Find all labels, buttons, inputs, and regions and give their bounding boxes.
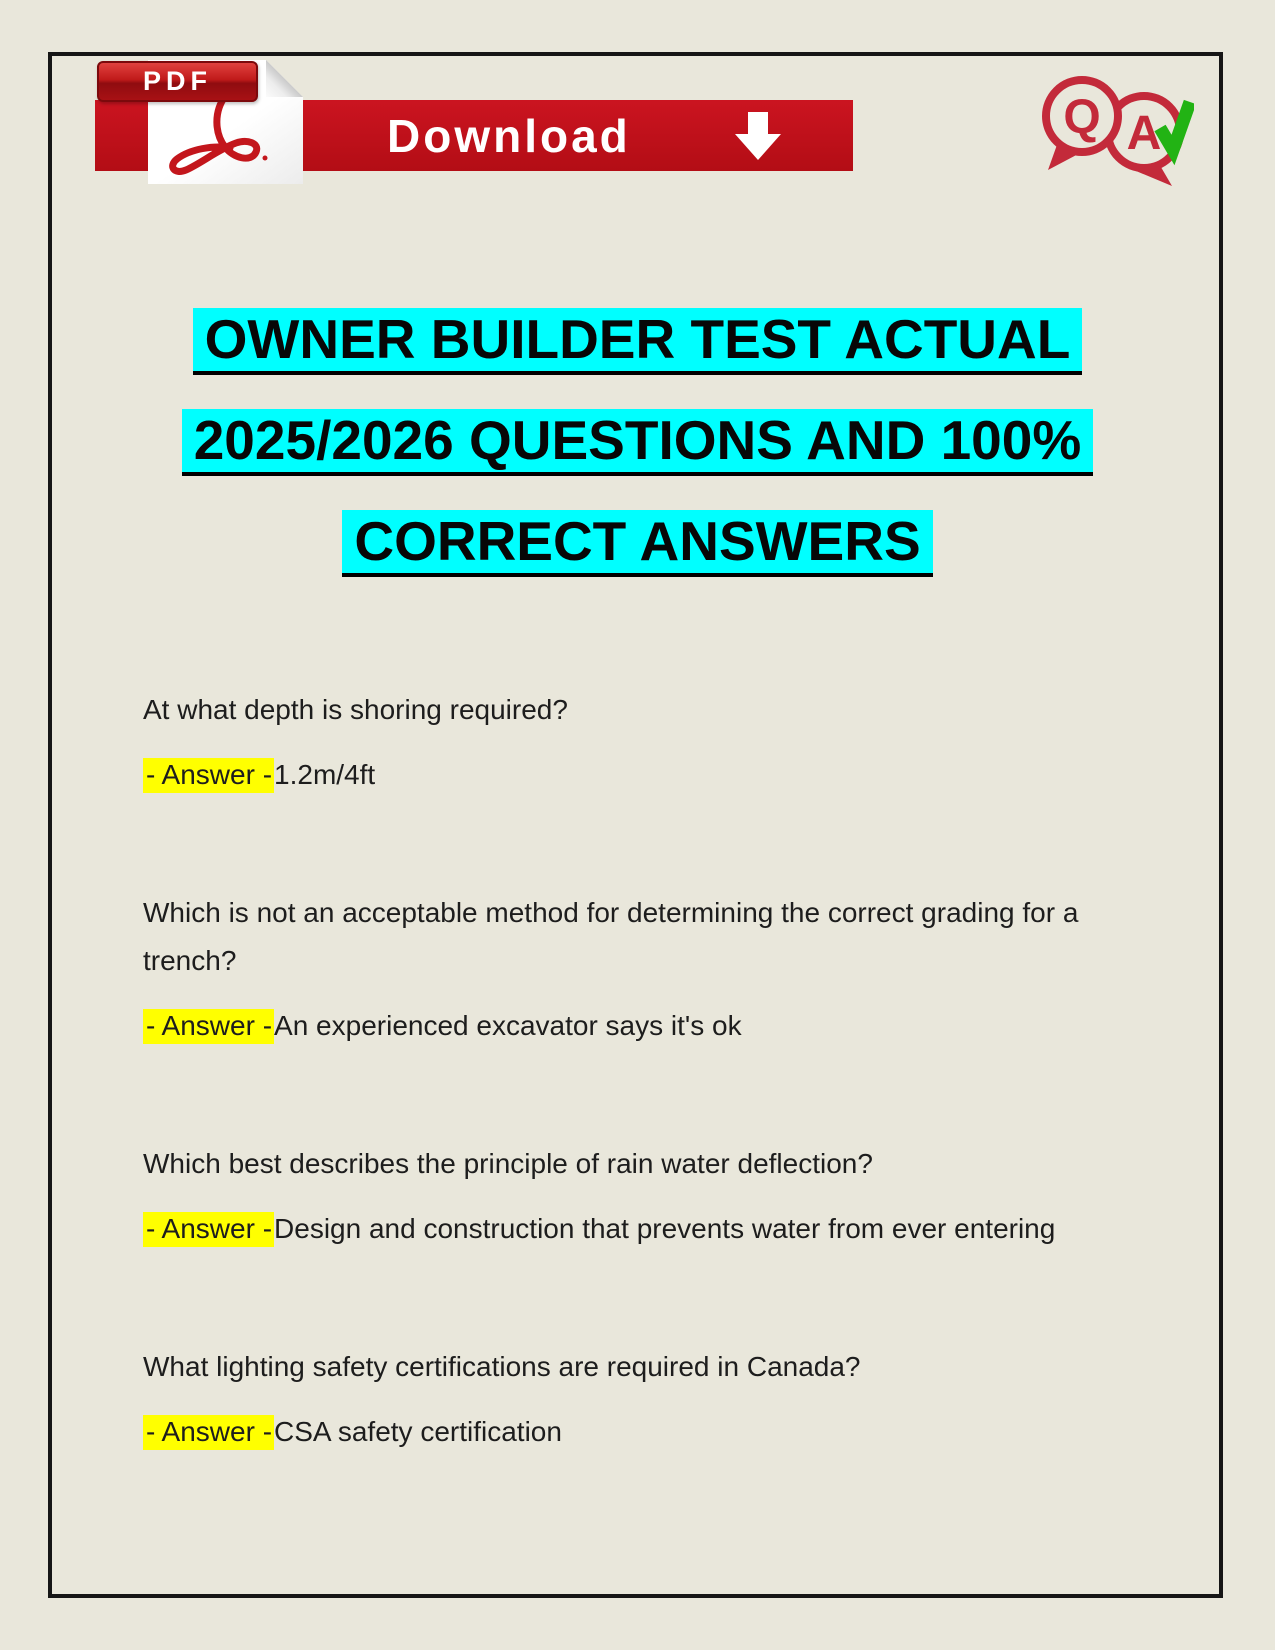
pdf-badge [97,61,258,102]
title-line-text: CORRECT ANSWERS [342,510,932,577]
question-text: Which is not an acceptable method for determining the correct grading for a trench? [143,897,1079,976]
answer-label: - Answer - [143,1415,274,1450]
pdf-badge-label: PDF [143,66,212,96]
document-title [52,308,1223,611]
question-text: At what depth is shoring required? [143,694,568,725]
question-text: What lighting safety certifications are required in Canada? [143,1351,861,1382]
answer-text: An experienced excavator says it's ok [274,1010,742,1041]
answer-label: - Answer - [143,1212,274,1247]
question-text: Which best describes the principle of rain water deflection? [143,1148,873,1179]
title-line-text: OWNER BUILDER TEST ACTUAL [193,308,1083,375]
answer-line [143,751,1093,799]
answer-text: Design and construction that prevents water from ever entering [274,1213,1056,1244]
qa-item [143,1343,1093,1456]
acrobat-logo-icon [164,92,286,178]
title-line [52,409,1223,476]
title-line-text: 2025/2026 QUESTIONS AND 100% [182,409,1094,476]
answer-text: CSA safety certification [274,1416,562,1447]
qa-item [143,889,1093,1050]
title-line [52,308,1223,375]
qa-list [143,686,1093,1546]
answer-label: - Answer - [143,758,274,793]
answer-text: 1.2m/4ft [274,759,376,790]
answer-label: - Answer - [143,1009,274,1044]
answer-line [143,1205,1093,1253]
answer-line [143,1002,1093,1050]
qa-logo-q-letter: Q [1063,91,1101,144]
download-arrow-icon [735,112,781,160]
title-line [52,510,1223,577]
qa-item [143,1140,1093,1253]
qa-logo-a-letter: A [1126,107,1162,160]
answer-line [143,1408,1093,1456]
qa-item [143,686,1093,799]
download-label: Download [387,109,631,162]
qa-logo [1038,74,1194,192]
